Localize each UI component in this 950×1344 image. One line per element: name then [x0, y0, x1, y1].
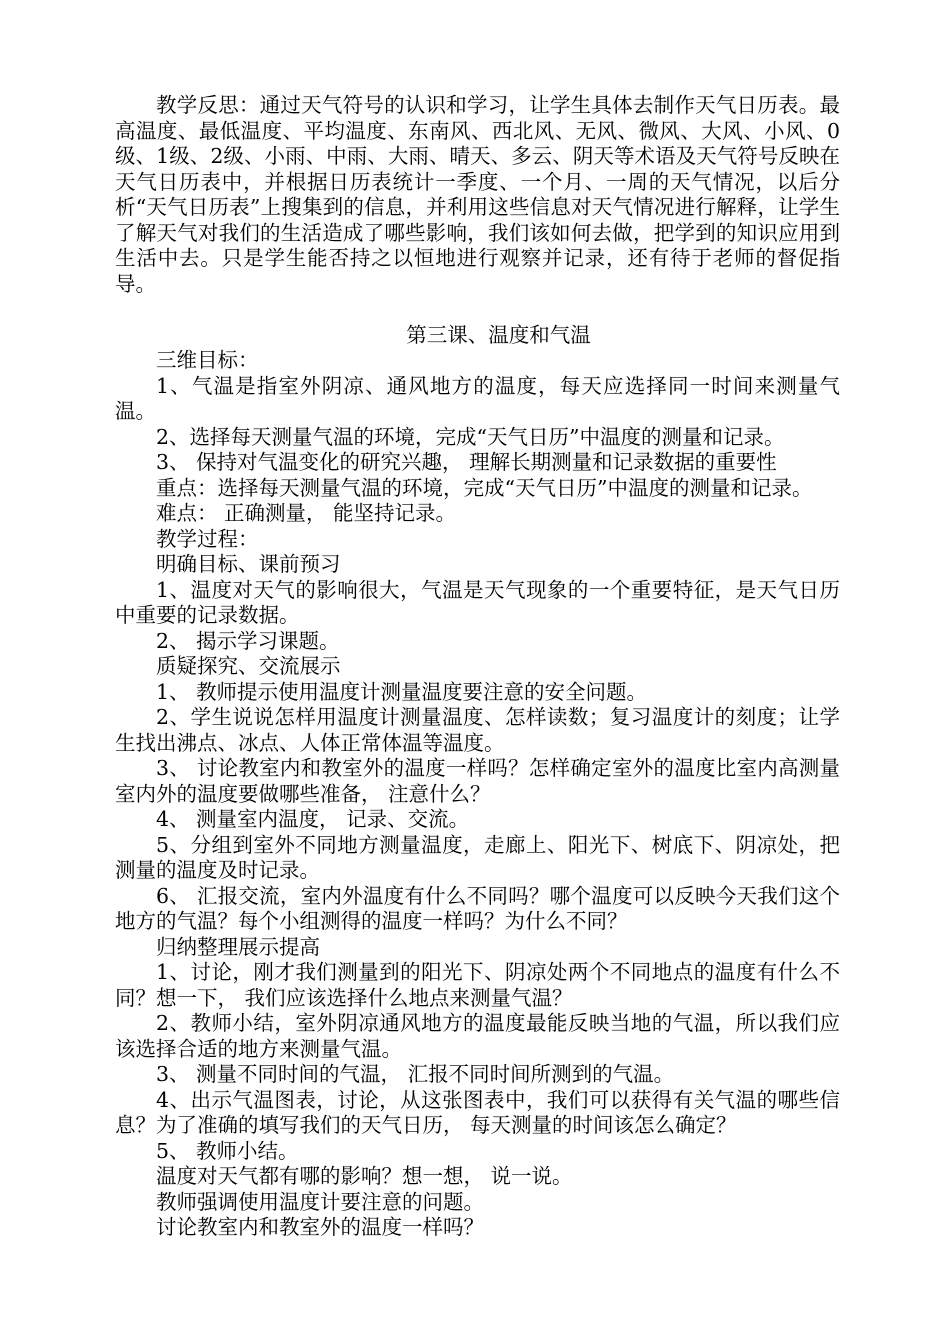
- objective-1: 1、气温是指室外阴凉、通风地方的温度，每天应选择同一时间来测量气温。: [115, 373, 840, 423]
- preview-item-1: 1、温度对天气的影响很大，气温是天气现象的一个重要特征，是天气日历中重要的记录数据。: [115, 577, 840, 627]
- summary-item-5: 5、 教师小结。: [156, 1138, 299, 1163]
- explore-item-5: 5、分组到室外不同地方测量温度，走廊上、阳光下、树底下、阴凉处，把测量的温度及时记录。: [115, 832, 840, 882]
- explore-item-1: 1、 教师提示使用温度计测量温度要注意的安全问题。: [156, 679, 648, 704]
- explore-item-3: 3、 讨论教室内和教室外的温度一样吗？怎样确定室外的温度比室内高测量室内外的温度要做哪些准备， 注意什么？: [115, 756, 840, 806]
- summary-item-4: 4、出示气温图表，讨论，从这张图表中，我们可以获得有关气温的哪些信息？为了准确的填写我们的天气日历， 每天测量的时间该怎么确定？: [115, 1087, 840, 1137]
- objective-3: 3、 保持对气温变化的研究兴趣， 理解长期测量和记录数据的重要性: [156, 450, 777, 474]
- section-heading-summary: 归纳整理展示提高: [156, 934, 320, 959]
- objective-2: 2、选择每天测量气温的环境，完成“天气日历”中温度的测量和记录。: [156, 424, 785, 449]
- difficulty: 难点： 正确测量， 能坚持记录。: [156, 501, 457, 525]
- lesson-title: 第三课、温度和气温: [406, 322, 591, 347]
- explore-item-2: 2、学生说说怎样用温度计测量温度、怎样读数；复习温度计的刻度；让学生找出沸点、冰点、人体正常体温等温度。: [115, 705, 840, 755]
- explore-item-6: 6、 汇报交流，室内外温度有什么不同吗？哪个温度可以反映今天我们这个地方的气温？每个小组测得的温度一样吗？为什么不同？: [115, 883, 840, 933]
- section-spacer: [115, 297, 840, 323]
- summary-item-2: 2、教师小结，室外阴凉通风地方的温度最能反映当地的气温，所以我们应该选择合适的地方来测量气温。: [115, 1011, 840, 1061]
- section-heading-preview: 明确目标、课前预习: [156, 552, 341, 576]
- explore-item-4: 4、 测量室内温度， 记录、交流。: [156, 807, 470, 831]
- section-heading-explore: 质疑探究、交流展示: [156, 654, 341, 678]
- closing-line-1: 温度对天气都有哪的影响？想一想， 说一说。: [156, 1164, 573, 1188]
- objectives-heading: 三维目标：: [156, 348, 259, 372]
- key-point: 重点：选择每天测量气温的环境，完成“天气日历”中温度的测量和记录。: [156, 475, 813, 500]
- closing-line-2: 教师强调使用温度计要注意的问题。: [156, 1189, 484, 1214]
- summary-item-3: 3、 测量不同时间的气温， 汇报不同时间所测到的气温。: [156, 1062, 675, 1086]
- reflection-paragraph: 教学反思：通过天气符号的认识和学习，让学生具体去制作天气日历表。最高温度、最低温度、平均温度、东南风、西北风、无风、微风、大风、小风、0级、1级、2级、小雨、中雨、大雨、晴天、多云、阴天等术语及天气符号反映在天气日历表中，并根据日历表统计一季度、一个月、一周的天气情况，以后分析“天气日历表”上搜集到的信息，并利用这些信息对天气情况进行解释，让学生了解天气对我们的生活造成了哪些影响，我们该如何去做，把学到的知识应用到生活中去。只是学生能否持之以恒地进行观察并记录，还有待于老师的督促指导。: [115, 93, 840, 296]
- preview-item-2: 2、 揭示学习课题。: [156, 628, 340, 653]
- process-heading: 教学过程：: [156, 526, 259, 551]
- closing-line-3: 讨论教室内和教室外的温度一样吗？: [156, 1215, 484, 1239]
- summary-item-1: 1、讨论，刚才我们测量到的阳光下、阴凉处两个不同地点的温度有什么不同？想一下， 我们应该选择什么地点来测量气温？: [115, 960, 840, 1010]
